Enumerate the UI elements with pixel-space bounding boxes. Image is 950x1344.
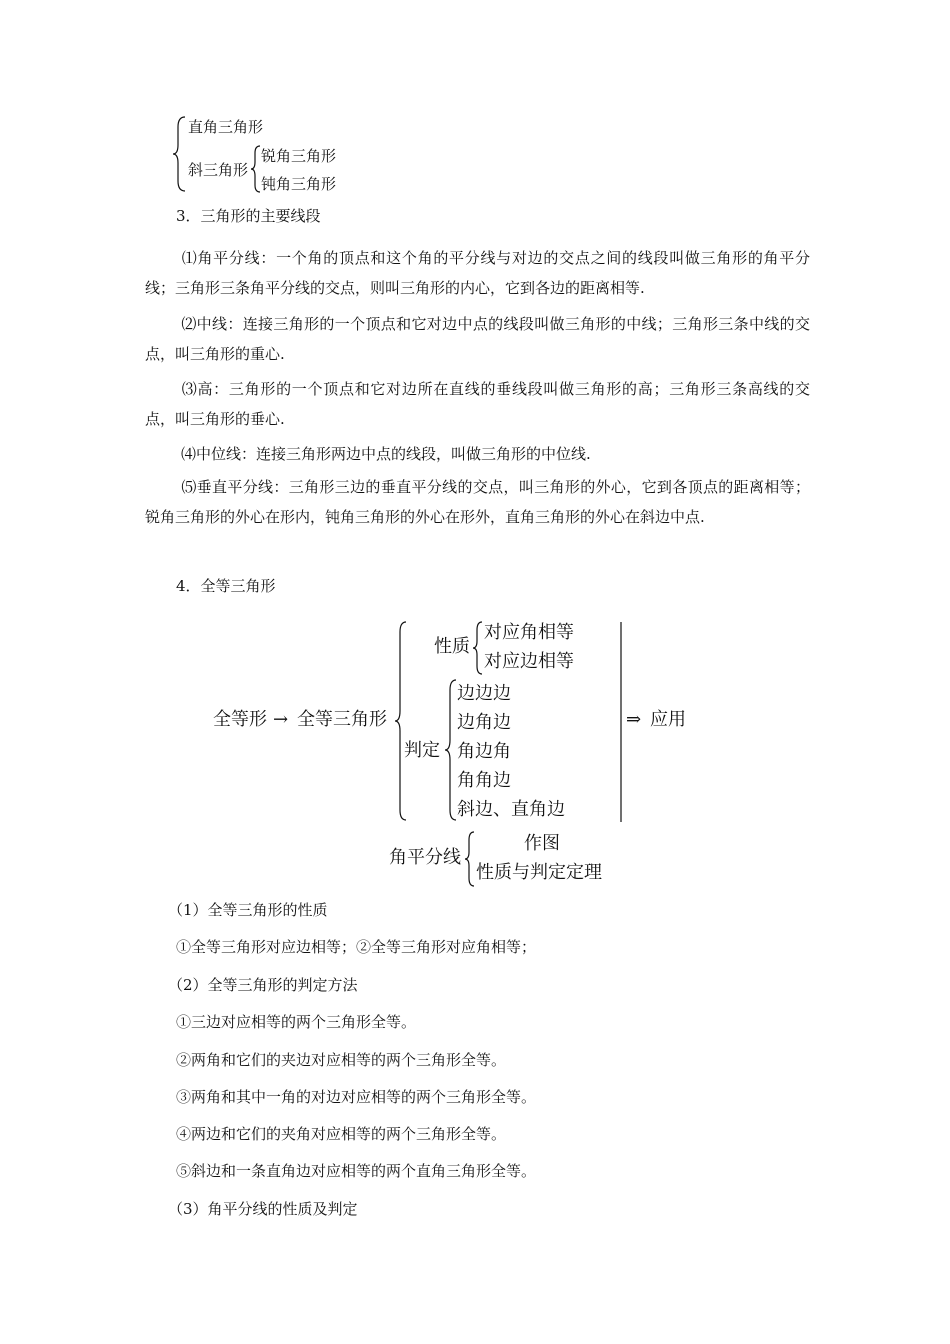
sub2-item-2: ②两角和它们的夹边对应相等的两个三角形全等。 bbox=[176, 1051, 507, 1069]
section3-item-5 bbox=[145, 472, 810, 532]
section3-item-5-text: ⑸垂直平分线：三角形三边的垂直平分线的交点，叫三角形的外心，它到各顶点的距离相等；锐角三角形的外心在形内，钝角三角形的外心在形外，直角三角形的外心在斜边中点. bbox=[145, 478, 810, 526]
property-item-1: 对应角相等 bbox=[484, 622, 574, 643]
section3-item-1-text: ⑴角平分线：一个角的顶点和这个角的平分线与对边的交点之间的线段叫做三角形的角平分线；三角形三条角平分线的交点，则叫三角形的内心，它到各边的距离相等. bbox=[145, 249, 810, 297]
angle-bisector-label: 角平分线 bbox=[389, 847, 461, 868]
arrow-icon: → bbox=[273, 709, 289, 730]
sub1-heading: （1）全等三角形的性质 bbox=[168, 901, 328, 919]
angle-bisector-item-1: 作图 bbox=[524, 833, 560, 854]
property-label: 性质 bbox=[434, 636, 470, 657]
property-item-2: 对应边相等 bbox=[484, 651, 574, 672]
sub2-item-5: ⑤斜边和一条直角边对应相等的两个直角三角形全等。 bbox=[176, 1162, 537, 1180]
criteria-brace bbox=[444, 678, 458, 824]
main-brace bbox=[394, 620, 408, 824]
congruent-triangle-label: 全等三角形 bbox=[297, 709, 387, 730]
application-label: 应用 bbox=[650, 709, 686, 730]
section3-item-3-text: ⑶高：三角形的一个顶点和它对边所在直线的垂线段叫做三角形的高；三角形三条高线的交点，叫三角形的垂心. bbox=[145, 380, 810, 428]
acute-triangle-label: 锐角三角形 bbox=[261, 147, 337, 165]
criteria-item-sss: 边边边 bbox=[457, 683, 511, 704]
section3-item-2-text: ⑵中线：连接三角形的一个顶点和它对边中点的线段叫做三角形的中线；三角形三条中线的交点，叫三角形的重心. bbox=[145, 315, 810, 363]
criteria-item-sas: 边角边 bbox=[457, 712, 511, 733]
congruent-figure-label: 全等形 bbox=[213, 709, 267, 730]
angle-bisector-item-2: 性质与判定定理 bbox=[476, 862, 602, 883]
sub3-heading: （3）角平分线的性质及判定 bbox=[168, 1200, 358, 1218]
oblique-triangle-label: 斜三角形 bbox=[188, 161, 249, 179]
section3-item-4 bbox=[145, 439, 810, 469]
section3-item-2 bbox=[145, 309, 810, 369]
sub2-item-4: ④两边和它们的夹角对应相等的两个三角形全等。 bbox=[176, 1125, 507, 1143]
sub2-item-1: ①三边对应相等的两个三角形全等。 bbox=[176, 1013, 417, 1031]
angle-bisector-brace bbox=[464, 830, 476, 888]
criteria-item-aas: 角角边 bbox=[457, 770, 511, 791]
section3-item-3 bbox=[145, 374, 810, 434]
sub1-text: ①全等三角形对应边相等；②全等三角形对应角相等； bbox=[176, 938, 537, 956]
section3-item-4-text: ⑷中位线：连接三角形两边中点的线段，叫做三角形的中位线. bbox=[181, 445, 591, 463]
criteria-item-hl: 斜边、直角边 bbox=[457, 799, 565, 820]
classification-brace bbox=[172, 115, 188, 195]
sub2-heading: （2）全等三角形的判定方法 bbox=[168, 976, 358, 994]
sub2-item-3: ③两角和其中一角的对边对应相等的两个三角形全等。 bbox=[176, 1088, 537, 1106]
property-brace bbox=[472, 620, 484, 676]
right-triangle-label: 直角三角形 bbox=[188, 118, 264, 136]
obtuse-triangle-label: 钝角三角形 bbox=[261, 175, 337, 193]
criteria-label: 判定 bbox=[404, 740, 440, 761]
criteria-item-asa: 角边角 bbox=[457, 741, 511, 762]
implies-icon: ⇒ bbox=[626, 709, 642, 730]
section4-heading: 4．全等三角形 bbox=[176, 577, 276, 595]
right-bar bbox=[618, 622, 624, 824]
section3-item-1 bbox=[145, 243, 810, 303]
section3-heading: 3．三角形的主要线段 bbox=[176, 207, 321, 225]
